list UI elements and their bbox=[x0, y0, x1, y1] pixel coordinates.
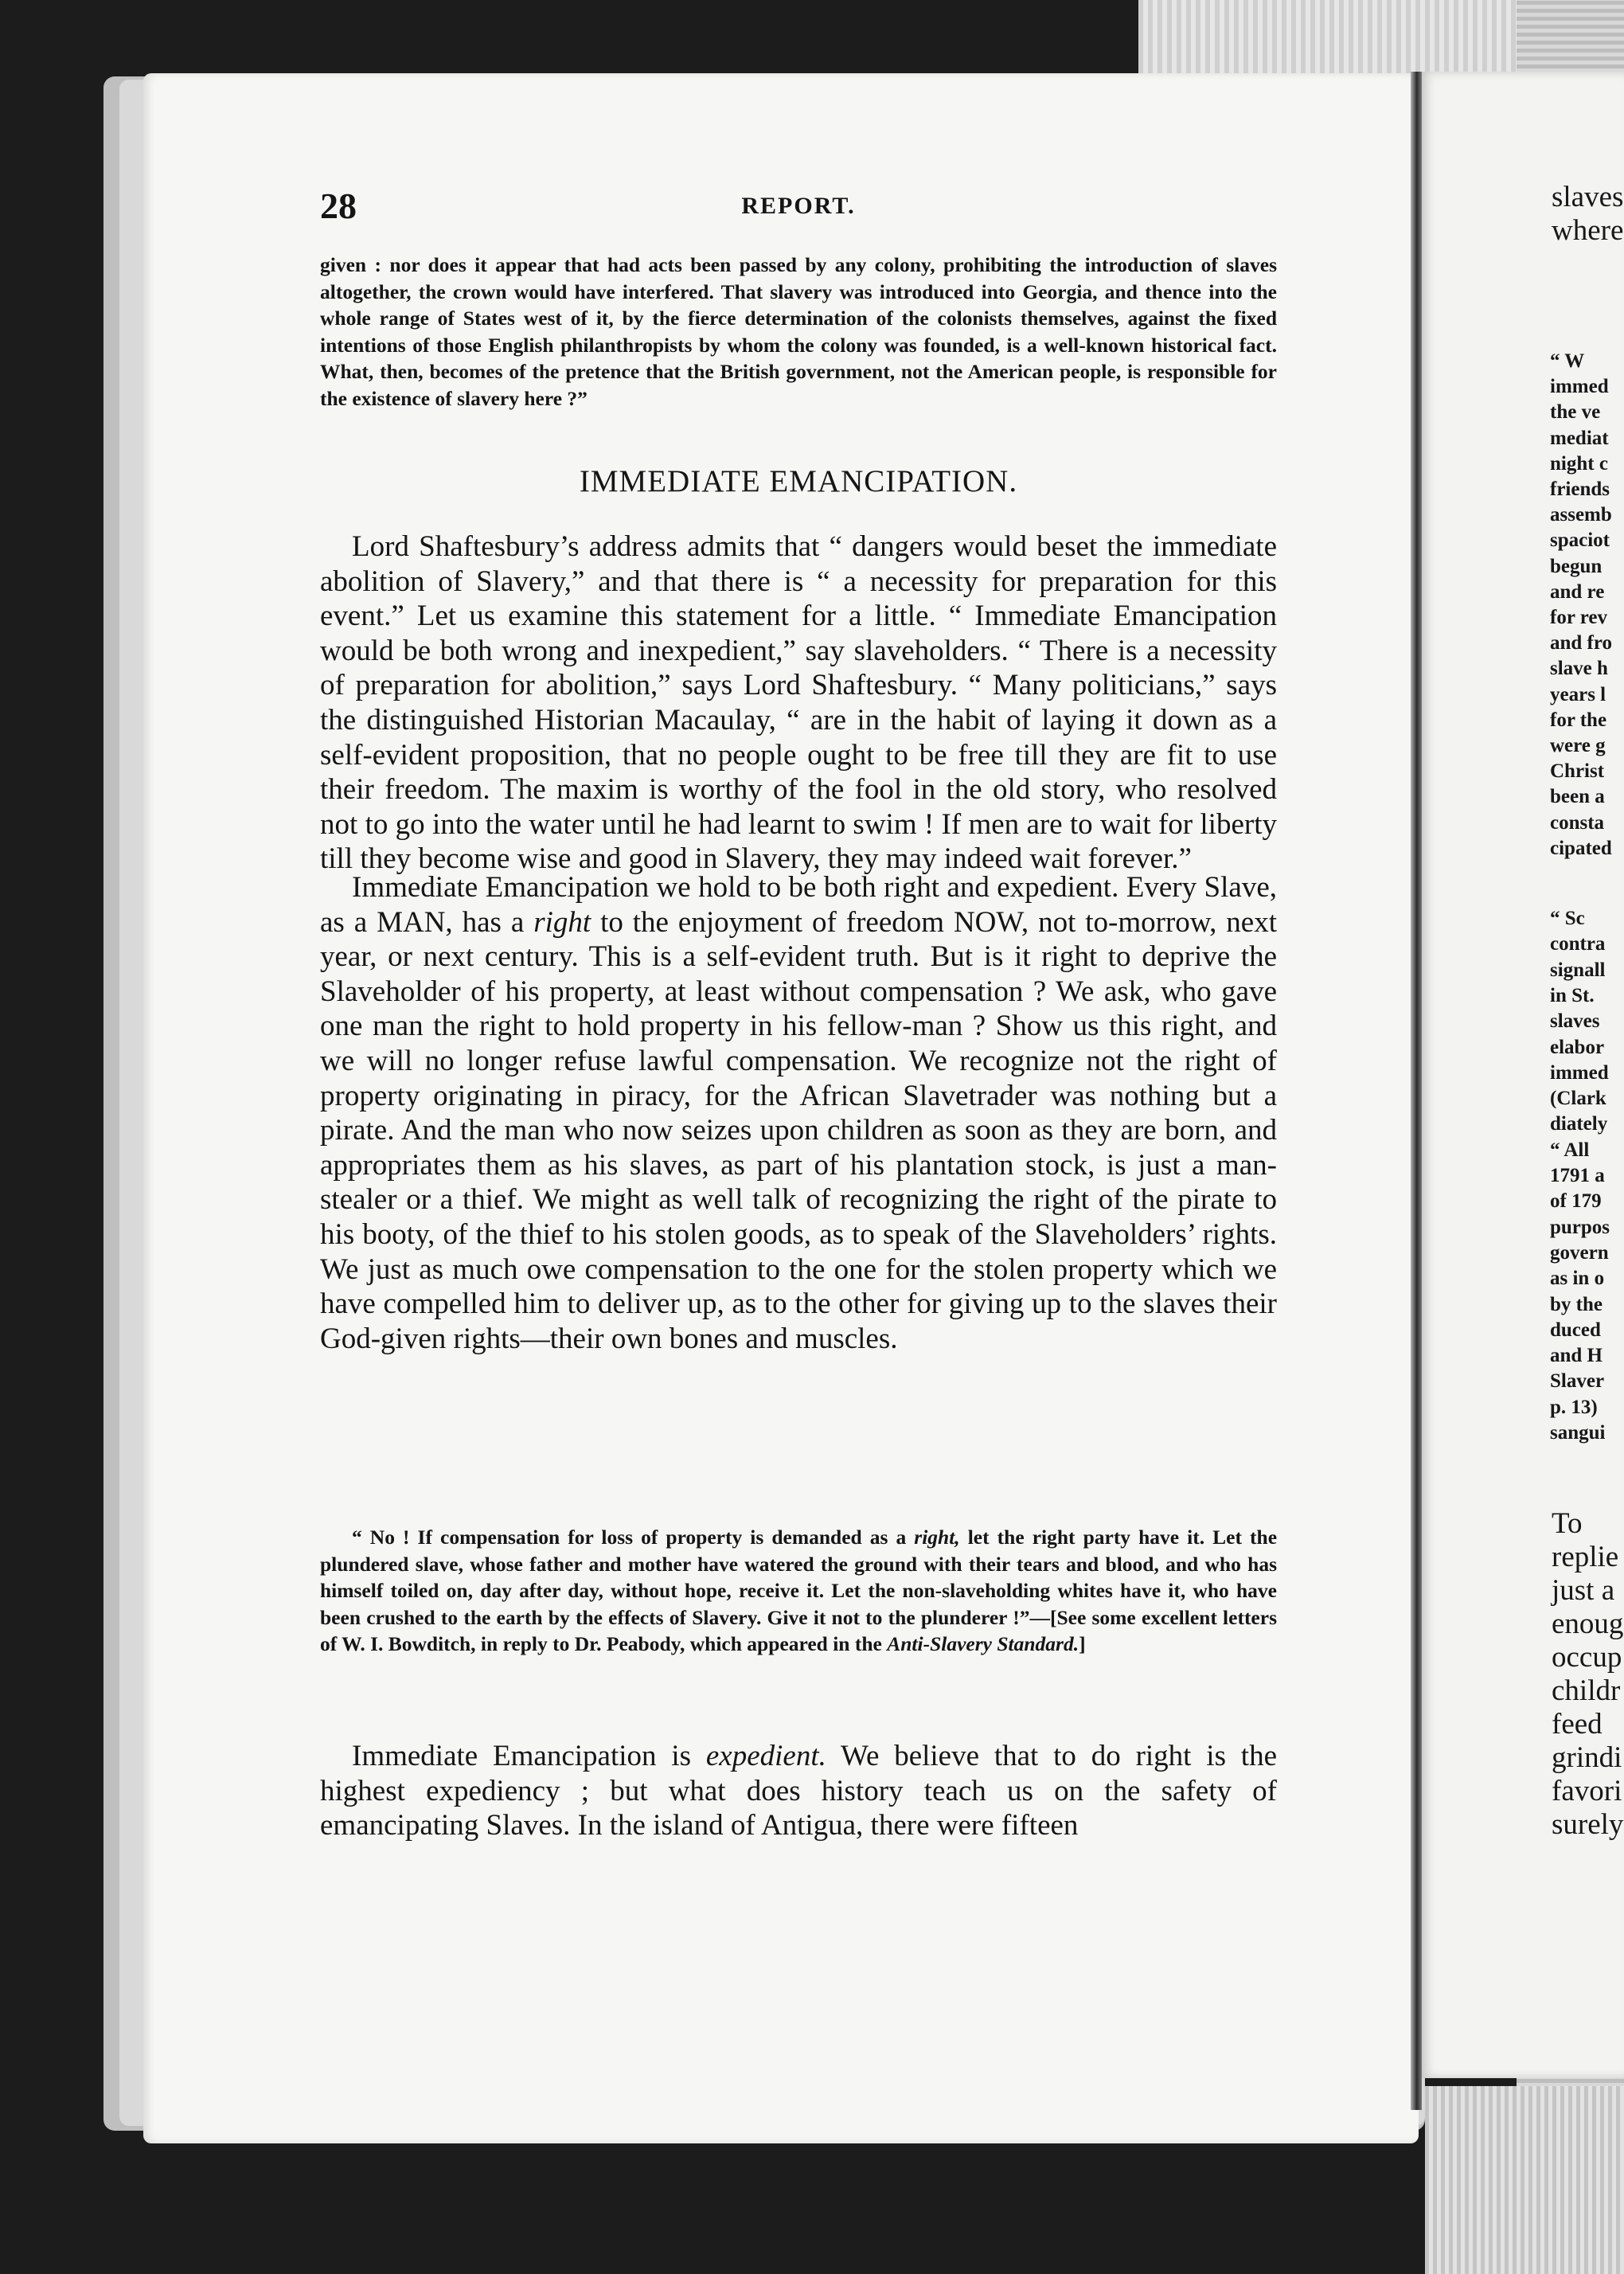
running-title: REPORT. bbox=[741, 193, 856, 219]
section-heading: IMMEDIATE EMANCIPATION. bbox=[579, 464, 1018, 498]
facing-line: as in o bbox=[1550, 1268, 1605, 1290]
facing-line: assemb bbox=[1550, 504, 1612, 526]
facing-line: the ve bbox=[1550, 401, 1601, 424]
facing-line: occup bbox=[1552, 1641, 1622, 1674]
facing-line: govern bbox=[1550, 1241, 1609, 1264]
facing-line: and re bbox=[1550, 580, 1605, 603]
facing-line: grindi bbox=[1552, 1741, 1622, 1774]
facing-line: p. 13) bbox=[1550, 1396, 1598, 1418]
facing-line: “ W bbox=[1550, 350, 1585, 372]
facing-line: To bbox=[1552, 1507, 1583, 1540]
facing-line: immed bbox=[1550, 376, 1609, 398]
facing-line: just a bbox=[1552, 1574, 1615, 1607]
facing-page bbox=[1419, 72, 1624, 2078]
facing-line: of 179 bbox=[1550, 1190, 1602, 1213]
facing-line: mediat bbox=[1550, 427, 1609, 449]
facing-line: were g bbox=[1550, 735, 1606, 756]
footnote-quote: “ No ! If compensation for loss of property is demanded as a right, let the right party have it. Let the plundered slave, whose father and mother have watered the ground with their tears and blood, and who has himself toiled on, day after day, without hope, receive it. Let the non-slaveholding whites have it, who have been crushed to the earth by the effects of Slavery. Give it not to the plunderer !”—[See some excellent letters of W. I. Bowditch, in reply to Dr. Peabody, which appeared in the Anti-Slavery Standard.] bbox=[320, 1526, 1278, 1656]
facing-line: duced bbox=[1550, 1319, 1601, 1341]
page-number: 28 bbox=[320, 186, 357, 226]
facing-line: “ All bbox=[1550, 1139, 1590, 1161]
paragraph-1: Lord Shaftesbury’s address admits that “ dangers would beset the immediate abolition of Slavery,” and that there is “ a necessity for preparation for this event.” Let us examine this statement for a little. “ Immediate Emancipation would be both wrong and inexpedient,” say slaveholders. “ There is a necessity of preparation for abolition,” says Lord Shaftesbury. “ Many politicians,” says the distinguished Historian Macaulay, “ are in the habit of laying it down as a self-evident proposition, that no people ought to be free till they are fit to use their freedom. The maxim is worthy of the fool in the old story, who resolved not to go into the water until he had learnt to swim ! If men are to wait for liberty till they become wise and good in Slavery, they may indeed wait forever.” bbox=[320, 530, 1277, 876]
facing-line: for the bbox=[1550, 709, 1607, 731]
facing-line: slave h bbox=[1550, 658, 1608, 680]
facing-line: for rev bbox=[1550, 607, 1607, 628]
facing-line: years l bbox=[1550, 683, 1606, 705]
facing-line: and H bbox=[1550, 1345, 1603, 1367]
running-head bbox=[320, 185, 1277, 232]
facing-line: where bbox=[1552, 214, 1624, 247]
facing-line: slaves bbox=[1550, 1010, 1600, 1033]
facing-line: Slaver bbox=[1550, 1370, 1605, 1393]
paragraph-3: Immediate Emancipation is expedient. We believe that to do right is the highest expediency ; but what does history teach us on the safety of emancipating Slaves. In the island of Antigua, there were fifteen bbox=[320, 1740, 1277, 1842]
facing-line: 1791 a bbox=[1550, 1165, 1605, 1186]
facing-line: (Clark bbox=[1550, 1088, 1606, 1110]
facing-line: “ Sc bbox=[1550, 908, 1585, 929]
facing-line: feed bbox=[1552, 1708, 1603, 1741]
facing-line: Christ bbox=[1550, 760, 1605, 783]
quote-continuation: given : nor does it appear that had acts been passed by any colony, prohibiting the introduction of slaves altogether, the crown would have interfered. That slavery was introduced into Georgia, and thence into the whole range of States west of it, by the fierce determination of the colonists themselves, against the fixed intentions of those English philanthropists by whom the colony was founded, is a well-known historical fact. What, then, becomes of the pretence that the British government, not the American people, is responsible for the existence of slavery here ?” bbox=[320, 253, 1277, 410]
facing-line: sangui bbox=[1550, 1422, 1606, 1444]
facing-line: cipated bbox=[1550, 837, 1612, 859]
facing-line: favori bbox=[1552, 1775, 1622, 1807]
facing-line: childr bbox=[1552, 1674, 1621, 1707]
facing-line: friends bbox=[1550, 479, 1610, 500]
facing-line: enoug bbox=[1552, 1608, 1624, 1640]
facing-line: and fro bbox=[1550, 632, 1613, 654]
facing-line: replie bbox=[1552, 1541, 1619, 1573]
facing-line: night c bbox=[1550, 452, 1608, 475]
book-gutter bbox=[1411, 72, 1422, 2110]
facing-line: immed bbox=[1550, 1061, 1609, 1084]
facing-line: elabor bbox=[1550, 1036, 1605, 1058]
facing-line: consta bbox=[1550, 811, 1605, 834]
facing-line: contra bbox=[1550, 933, 1606, 955]
paragraph-2: Immediate Emancipation we hold to be both right and expedient. Every Slave, as a MAN, has a right to the enjoyment of freedom NOW, not to-morrow, next year, or next century. This is a self-evident truth. But is it right to deprive the Slaveholder of his property, at least without compensation ? We ask, who gave one man the right to hold property in his fellow-man ? Show us this right, and we will no longer refuse lawful compensation. We recognize not the right of property originating in piracy, for the African Slavetrader was nothing but a pirate. And the man who now seizes upon children as soon as they are born, and appropriates them as his slaves, as part of his plantation stock, is just a man-stealer or a thief. We might as well talk of recognizing the right of the pirate to his booty, of the thief to his stolen goods, as to speak of the Slaveholders’ rights. We just as much owe compensation to the one for the stolen property which we have compelled him to deliver up, as to the other for giving up to the slaves their God-given rights—their own bones and muscles. bbox=[320, 871, 1277, 1355]
facing-line: begun bbox=[1550, 555, 1603, 577]
facing-line: been a bbox=[1550, 786, 1605, 808]
facing-line: in St. bbox=[1550, 984, 1595, 1006]
facing-line: spaciot bbox=[1550, 529, 1610, 552]
cloth-binding-bottom bbox=[1425, 2086, 1624, 2274]
facing-line: surely bbox=[1552, 1808, 1624, 1841]
facing-line: slaves bbox=[1552, 181, 1624, 213]
facing-line: signall bbox=[1550, 959, 1606, 981]
facing-line: by the bbox=[1550, 1293, 1603, 1315]
facing-line: purpos bbox=[1550, 1216, 1610, 1238]
facing-line: diately bbox=[1550, 1113, 1608, 1135]
